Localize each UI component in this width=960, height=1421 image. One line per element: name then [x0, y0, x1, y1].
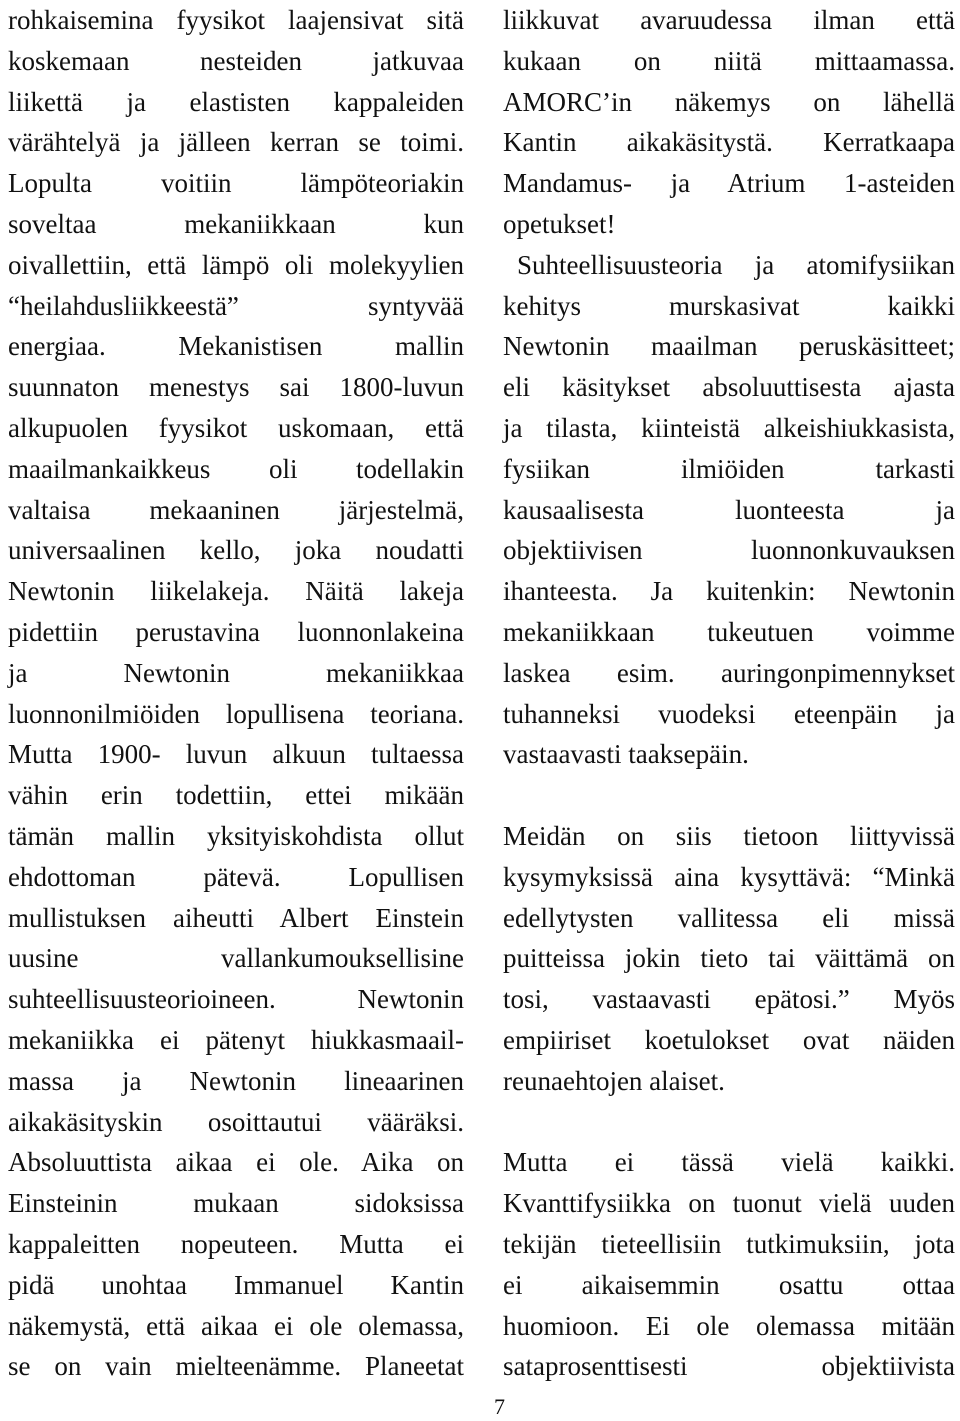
text-line: ehdottoman pätevä. Lopullisen — [8, 861, 464, 892]
text-line: suhteellisuusteorioineen. Newtonin — [8, 984, 464, 1015]
text-line: koskemaan nesteiden jatkuvaa — [8, 45, 464, 76]
text-line: kukaan on niitä mittaamassa. — [503, 45, 955, 76]
text-line: puitteissa jokin tieto tai väittämä on — [503, 943, 955, 974]
text-line: rohkaisemina fyysikot laajensivat sitä — [8, 5, 464, 35]
text-line: kysymyksissä aina kysyttävä: “Minkä — [503, 861, 955, 892]
text-line: se on vain mielteenämme. Planeetat — [8, 1351, 464, 1382]
paragraph-gap — [503, 1102, 955, 1143]
text-line: valtaisa mekaaninen järjestelmä, — [8, 494, 464, 525]
text-line: tekijän tieteellisiin tutkimuksiin, jota — [503, 1228, 955, 1259]
text-line: Kantin aikakäsitystä. Kerratkaapa — [503, 127, 955, 158]
text-line: liikettä ja elastisten kappaleiden — [8, 86, 464, 117]
text-line: universaalinen kello, joka noudatti — [8, 535, 464, 566]
text-line: Absoluuttista aikaa ei ole. Aika on — [8, 1147, 464, 1178]
text-line: Mandamus- ja Atrium 1-asteiden — [503, 168, 955, 199]
text-line: Mutta ei tässä vielä kaikki. — [503, 1147, 955, 1178]
right-column — [503, 0, 955, 1387]
text-line: kappaleitten nopeuteen. Mutta ei — [8, 1228, 464, 1259]
text-line: tämän mallin yksityiskohdista ollut — [8, 820, 464, 851]
text-line: oivallettiin, että lämpö oli molekyylien — [8, 249, 464, 280]
text-line: tosi, vastaavasti epätosi.” Myös — [503, 984, 955, 1015]
text-line: Lopulta voitiin lämpöteoriakin — [8, 168, 464, 199]
text-line: soveltaa mekaniikkaan kun — [8, 208, 464, 239]
text-line: vähin erin todettiin, ettei mikään — [8, 780, 464, 811]
text-line: opetukset! — [503, 208, 616, 239]
text-line: ei aikaisemmin osattu ottaa — [503, 1269, 955, 1300]
text-line: Newtonin liikelakeja. Näitä lakeja — [8, 576, 464, 607]
paragraph-kant — [503, 0, 955, 245]
text-line: AMORC’in näkemys on lähellä — [503, 86, 955, 117]
text-line: objektiivisen luonnonkuvauksen — [503, 535, 955, 566]
page-number: 7 — [494, 1394, 505, 1419]
text-line: näkemystä, että aikaa ei ole olemassa, — [8, 1310, 464, 1341]
left-column — [8, 0, 464, 1387]
text-line: empiiriset koetulokset ovat näiden — [503, 1024, 955, 1055]
text-line: liikkuvat avaruudessa ilman että — [503, 5, 955, 35]
text-line: Einsteinin mukaan sidoksissa — [8, 1188, 464, 1219]
paragraph-gap — [503, 775, 955, 816]
text-line: ja tilasta, kiinteistä alkeishiukkasista, — [503, 412, 955, 443]
text-line: luonnonilmiöiden lopullisena teoriana. — [8, 698, 464, 729]
text-line: mekaniikka ei pätenyt hiukkasmaail- — [8, 1024, 464, 1055]
text-line: laskea esim. auringonpimennykset — [503, 657, 955, 688]
text-line: aikakäsityskin osoittautui vääräksi. — [8, 1106, 464, 1137]
text-line: suunnaton menestys sai 1800-luvun — [8, 372, 464, 403]
text-line: ja Newtonin mekaniikkaa — [8, 657, 464, 688]
text-line: massa ja Newtonin lineaarinen — [8, 1065, 464, 1096]
text-line: Meidän on siis tietoon liittyvissä — [503, 820, 955, 851]
text-line: pidä unohtaa Immanuel Kantin — [8, 1269, 464, 1300]
text-line: “heilahdusliikkeestä” syntyvää — [8, 290, 464, 321]
text-line: Mutta 1900- luvun alkuun tultaessa — [8, 739, 464, 770]
text-line: uusine vallankumouksellisine — [8, 943, 464, 974]
text-line: Suhteellisuusteoria ja atomifysiikan — [517, 249, 955, 280]
text-line: sataprosenttisesti objektiivista — [503, 1351, 955, 1382]
text-line: huomioon. Ei ole olemassa mitään — [503, 1310, 955, 1341]
text-line: pidettiin perustavina luonnonlakeina — [8, 616, 464, 647]
text-line: energiaa. Mekanistisen mallin — [8, 331, 464, 362]
paragraph-relativity — [503, 245, 955, 775]
text-line: reunaehtojen alaiset. — [503, 1065, 725, 1096]
text-line: Newtonin maailman peruskäsitteet; — [503, 331, 955, 362]
text-line: kausaalisesta luonteesta ja — [503, 494, 955, 525]
left-column-text — [8, 0, 464, 1387]
paragraph-quantum — [503, 1142, 955, 1387]
text-line: kehitys murskasivat kaikki — [503, 290, 955, 321]
text-line: vastaavasti taaksepäin. — [503, 739, 749, 770]
text-line: fysiikan ilmiöiden tarkasti — [503, 453, 955, 484]
text-line: mekaniikkaan tukeutuen voimme — [503, 616, 955, 647]
text-line: tuhanneksi vuodeksi eteenpäin ja — [503, 698, 955, 729]
paragraph-knowledge — [503, 816, 955, 1102]
text-line: ihanteesta. Ja kuitenkin: Newtonin — [503, 576, 955, 607]
text-line: edellytysten vallitessa eli missä — [503, 902, 955, 933]
text-line: eli käsitykset absoluuttisesta ajasta — [503, 372, 955, 403]
text-line: alkupuolen fyysikot uskomaan, että — [8, 412, 464, 443]
text-line: värähtelyä ja jälleen kerran se toimi. — [8, 127, 464, 158]
text-line: maailmankaikkeus oli todellakin — [8, 453, 464, 484]
text-line: mullistuksen aiheutti Albert Einstein — [8, 902, 464, 933]
text-line: Kvanttifysiikka on tuonut vielä uuden — [503, 1188, 955, 1219]
